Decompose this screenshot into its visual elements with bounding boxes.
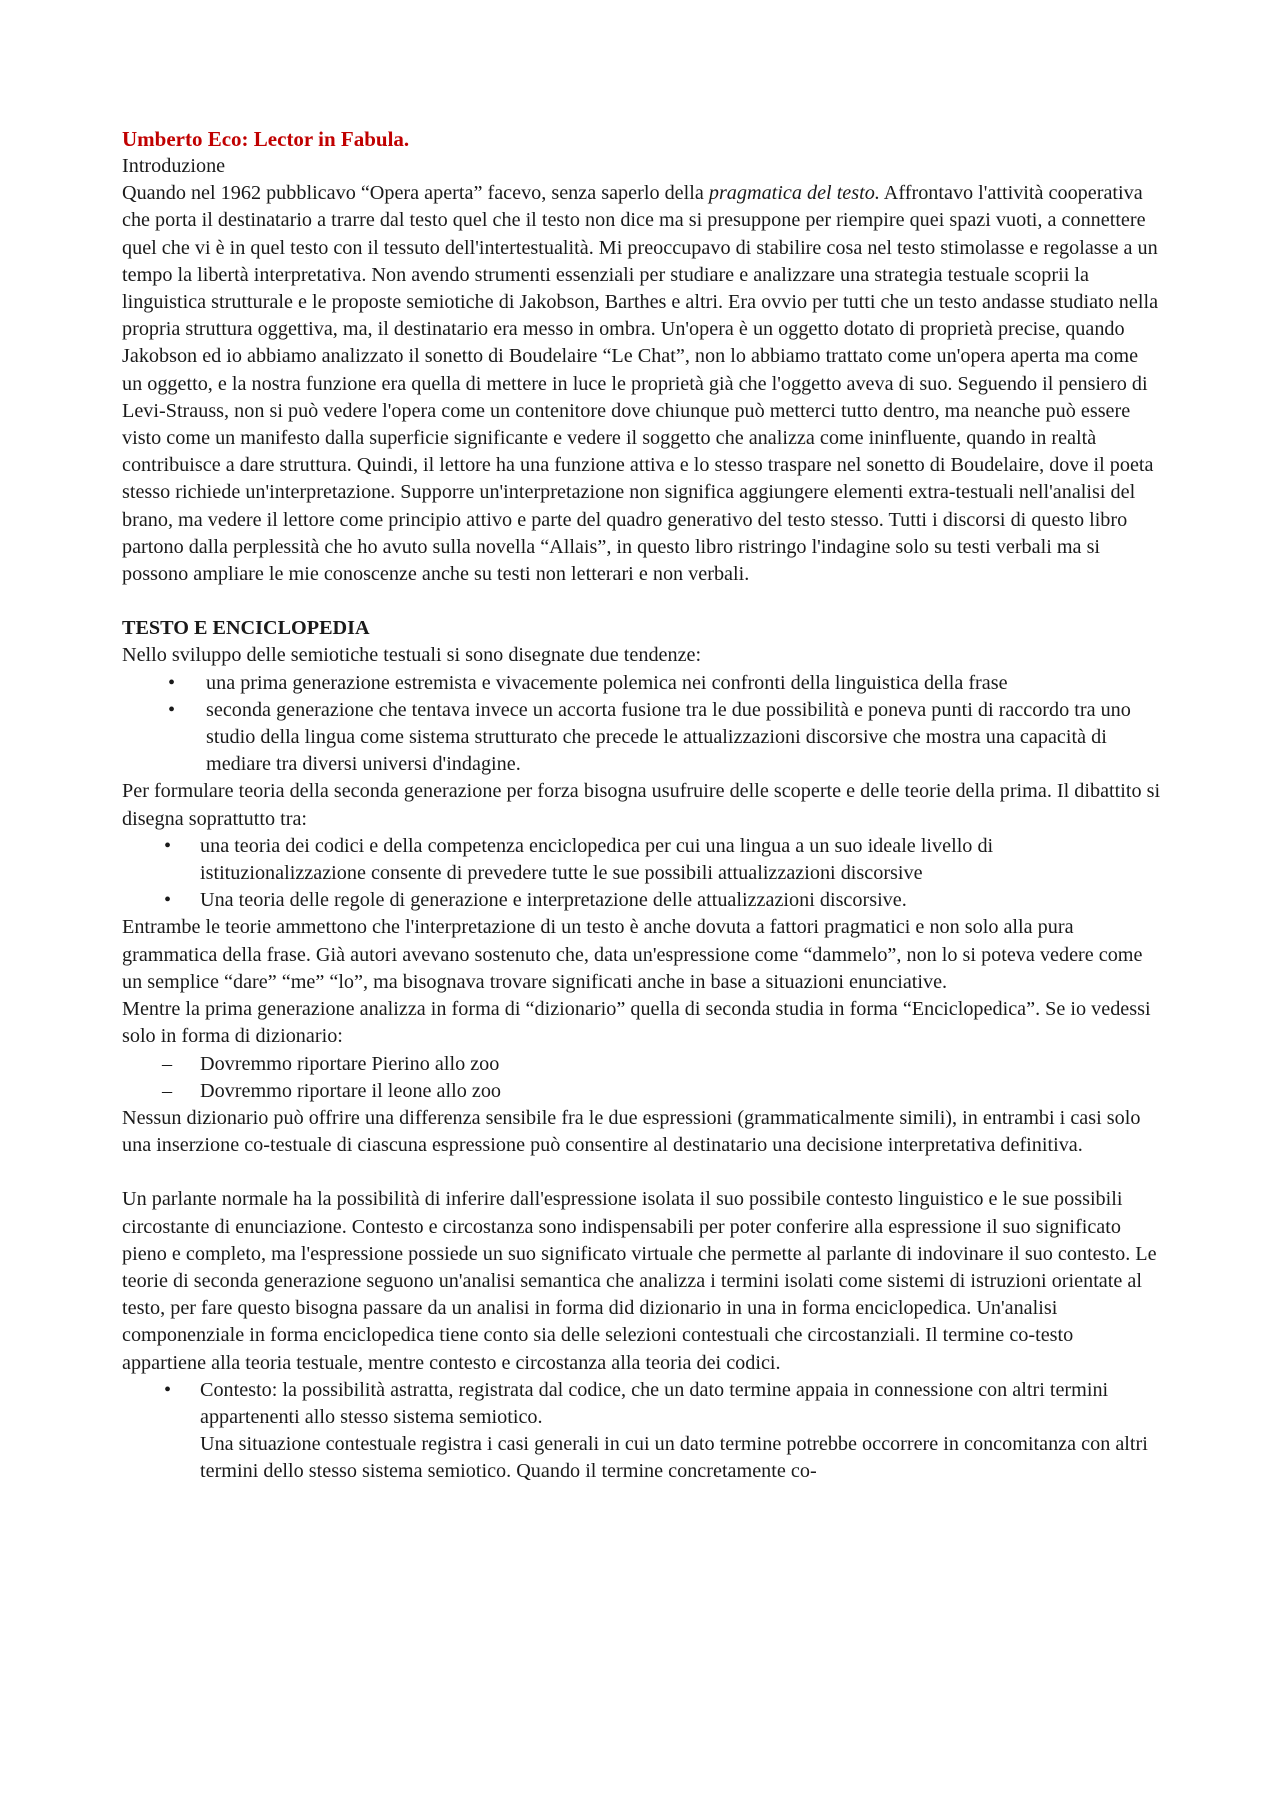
paragraph: Per formulare teoria della seconda generazione per forza bisogna usufruire delle scoperte e delle teorie della prima. Il dibattito si disegna soprattutto tra: bbox=[122, 780, 1161, 830]
document-page bbox=[122, 126, 1162, 1486]
list-item bbox=[122, 887, 1162, 914]
list-item bbox=[122, 697, 1162, 779]
paragraph: Nessun dizionario può offrire una differenza sensibile fra le due espressioni (grammaticalmente simili), in entrambi i casi solo una inserzione co-testuale di ciascuna espressione può consentire al destinatario una decisione interpretativa definitiva. bbox=[122, 1106, 1141, 1157]
paragraph: Mentre la prima generazione analizza in forma di “dizionario” quella di seconda studia in forma “Enciclopedica”. Se io vedessi solo in forma di dizionario: bbox=[122, 998, 1151, 1048]
list-item-continuation: Una situazione contestuale registra i casi generali in cui un dato termine potrebbe occorrere in concomitanza con altri termini dello stesso sistema semiotico. Quando il termine concretamente co- bbox=[200, 1433, 1148, 1483]
intro-italic-term: pragmatica del testo. bbox=[708, 182, 880, 205]
section-heading: TESTO E ENCICLOPEDIA bbox=[122, 617, 370, 640]
list-item-text: Una teoria delle regole di generazione e interpretazione delle attualizzazioni discorsive. bbox=[200, 889, 907, 912]
intro-paragraph bbox=[122, 180, 1162, 588]
context-list bbox=[122, 1377, 1162, 1486]
list-item-text: una prima generazione estremista e vivacemente polemica nei confronti della linguistica della frase bbox=[206, 671, 1008, 694]
list-item bbox=[122, 670, 1162, 697]
bullet-marker: • bbox=[164, 889, 172, 912]
list-item-text: Dovremmo riportare il leone allo zoo bbox=[200, 1079, 502, 1102]
paragraph: Un parlante normale ha la possibilità di inferire dall'espressione isolata il suo possibile contesto linguistico e le sue possibili circostante di enunciazione. Contesto e circostanza sono indispensabili per poter conferire alla espressione il suo significato pieno e completo, ma l'espressione possiede un suo significato virtuale che permette al parlante di indovinare il suo contesto. Le teorie di seconda generazione seguono un'analisi semantica che analizza i termini isolati come sistemi di istruzioni orientate al testo, per fare questo bisogna passare da un analisi in forma did dizionario in una in forma enciclopedica. Un'analisi componenziale in forma enciclopedica tiene conto sia delle selezioni contestuali che circostanziali. Il termine co-testo appartiene alla teoria testuale, mentre contesto e circostanza alla teoria dei codici. bbox=[122, 1188, 1157, 1374]
bullet-marker: • bbox=[168, 671, 176, 694]
list-item-text: Dovremmo riportare Pierino allo zoo bbox=[200, 1052, 500, 1075]
bullet-marker: • bbox=[164, 1378, 172, 1401]
bullet-marker: • bbox=[164, 834, 172, 857]
intro-text-start: Quando nel 1962 pubblicavo “Opera aperta” facevo, senza saperlo della bbox=[122, 182, 709, 205]
list-item bbox=[122, 1078, 1162, 1105]
document-subtitle: Introduzione bbox=[122, 155, 226, 177]
list-item bbox=[122, 1051, 1162, 1078]
intro-text-rest: Affrontavo l'attività cooperativa che porta il destinatario a trarre dal testo quel che il testo non dice ma si presuppone per riempire quei spazi vuoti, a connettere quel che vi è in quel testo con il tessuto dell'intertestualità. Mi preoccupavo di stabilire cosa nel testo stimolasse e regolasse a un tempo la libertà interpretativa. Non avendo strumenti essenziali per studiare e analizzare una strategia testuale scoprii la linguistica strutturale e le proposte semiotiche di Jakobson, Barthes e altri. Era ovvio per tutti che un testo andasse studiato nella propria struttura oggettiva, ma, il destinatario era messo in ombra. Un'opera è un oggetto dotato di proprietà precise, quando Jakobson ed io abbiamo analizzato il sonetto di Boudelaire “Le Chat”, non lo abbiamo trattato come un'opera aperta ma come un oggetto, e la nostra funzione era quella di mettere in luce le proprietà già che l'oggetto aveva di suo. Seguendo il pensiero di Levi-Strauss, non si può vedere l'opera come un contenitore dove chiunque può metterci tutto dentro, ma neanche può essere visto come un manifesto dalla superficie significante e vedere il soggetto che analizza come ininfluente, quando in realtà contribuisce a dare struttura. Quindi, il lettore ha una funzione attiva e lo stesso traspare nel sonetto di Boudelaire, dove il poeta stesso richiede un'interpretazione. Supporre un'interpretazione non significa aggiungere elementi extra-testuali nell'analisi del brano, ma vedere il lettore come principio attivo e parte del quadro generativo del testo stesso. Tutti i discorsi di questo libro partono dalla perplessità che ho avuto sulla novella “Allais”, in questo libro ristringo l'indagine solo su testi verbali ma si possono ampliare le mie conoscenze anche su testi non letterari e non verbali. bbox=[122, 182, 1159, 586]
examples-list bbox=[122, 1051, 1162, 1105]
list-item bbox=[122, 1377, 1162, 1486]
dash-marker: – bbox=[162, 1052, 173, 1075]
theories-list bbox=[122, 833, 1162, 915]
list-item bbox=[122, 833, 1162, 887]
list-item-text: seconda generazione che tentava invece un accorta fusione tra le due possibilità e poneva punti di raccordo tra uno studio della lingua come sistema strutturato che precede le attualizzazioni discorsive che mostra una capacità di mediare tra diversi universi d'indagine. bbox=[206, 698, 1131, 776]
paragraph-spacer bbox=[122, 1159, 1162, 1186]
bullet-marker: • bbox=[168, 698, 176, 721]
paragraph: Entrambe le teorie ammettono che l'interpretazione di un testo è anche dovuta a fattori pragmatici e non solo alla pura grammatica della frase. Già autori avevano sostenuto che, data un'espressione come “dammelo”, non lo si poteva vedere come un semplice “dare” “me” “lo”, ma bisognava trovare significati anche in base a situazioni enunciative. bbox=[122, 916, 1143, 993]
list-item-text: Contesto: la possibilità astratta, registrata dal codice, che un dato termine appaia in connessione con altri termini appartenenti allo stesso sistema semiotico. bbox=[200, 1378, 1109, 1428]
document-title: Umberto Eco: Lector in Fabula. bbox=[122, 127, 410, 151]
list-item-text: una teoria dei codici e della competenza enciclopedica per cui una lingua a un suo ideale livello di istituzionalizzazione consente di prevedere tutte le sue possibili attualizzazioni discorsive bbox=[200, 834, 994, 885]
section-lead: Nello sviluppo delle semiotiche testuali si sono disegnate due tendenze: bbox=[122, 644, 702, 667]
dash-marker: – bbox=[162, 1079, 173, 1102]
tendencies-list bbox=[122, 670, 1162, 779]
